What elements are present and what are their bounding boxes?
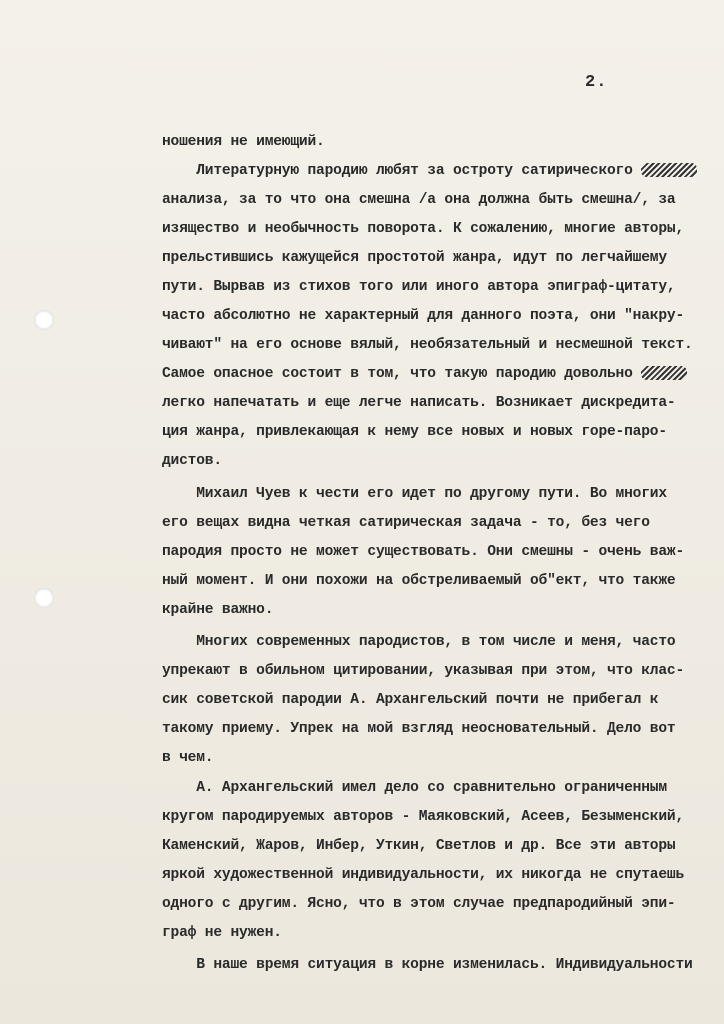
strikethrough-scribble [641, 366, 687, 380]
text-line: прельстившись кажущейся простотой жанра, идут по легчайшему [162, 250, 667, 266]
punch-hole-top [34, 310, 54, 330]
text-line-content: Литературную пародию любят за остроту сатирического [162, 163, 633, 179]
text-line: дистов. [162, 453, 222, 469]
text-line: сик советской пародии А. Архангельский почти не прибегал к [162, 692, 659, 708]
text-line [162, 364, 687, 384]
text-line: Многих современных пародистов, в том числе и меня, часто [162, 634, 676, 650]
strikethrough-scribble [641, 163, 697, 177]
text-line: ция жанра, привлекающая к нему все новых и новых горе-паро- [162, 424, 667, 440]
text-line: его вещах видна четкая сатирическая задача - то, без чего [162, 515, 650, 531]
text-line: В наше время ситуация в корне изменилась. Индивидуальности [162, 957, 693, 973]
text-line: легко напечатать и еще легче написать. Возникает дискредита- [162, 395, 676, 411]
text-line: пародия просто не может существовать. Они смешны - очень важ- [162, 544, 685, 560]
text-line: анализа, за то что она смешна /а она должна быть смешна/, за [162, 192, 676, 208]
text-line: в чем. [162, 750, 214, 766]
text-line: яркой художественной индивидуальности, их никогда не спутаешь [162, 867, 685, 883]
text-line: кругом пародируемых авторов - Маяковский, Асеев, Безыменский, [162, 809, 685, 825]
text-line: изящество и необычность поворота. К сожалению, многие авторы, [162, 221, 685, 237]
text-line: пути. Вырвав из стихов того или иного автора эпиграф-цитату, [162, 279, 676, 295]
punch-hole-bottom [34, 588, 54, 608]
text-line: А. Архангельский имел дело со сравнительно ограниченным [162, 780, 667, 796]
text-line: такому приему. Упрек на мой взгляд неосновательный. Дело вот [162, 721, 676, 737]
text-line: часто абсолютно не характерный для данного поэта, они "накру- [162, 308, 685, 324]
text-line [162, 161, 697, 181]
page-number: 2. [585, 73, 608, 92]
text-line: граф не нужен. [162, 925, 282, 941]
text-line: ный момент. И они похожи на обстреливаемый об"ект, что также [162, 573, 676, 589]
text-line: Михаил Чуев к чести его идет по другому пути. Во многих [162, 486, 667, 502]
text-line: ношения не имеющий. [162, 134, 325, 150]
text-line: Каменский, Жаров, Инбер, Уткин, Светлов и др. Все эти авторы [162, 838, 676, 854]
text-line: упрекают в обильном цитировании, указывая при этом, что клас- [162, 663, 685, 679]
text-line: одного с другим. Ясно, что в этом случае предпародийный эпи- [162, 896, 676, 912]
text-line: крайне важно. [162, 602, 274, 618]
text-line-content: Самое опасное состоит в том, что такую пародию довольно [162, 366, 633, 382]
text-line: чивают" на его основе вялый, необязательный и несмешной текст. [162, 337, 693, 353]
